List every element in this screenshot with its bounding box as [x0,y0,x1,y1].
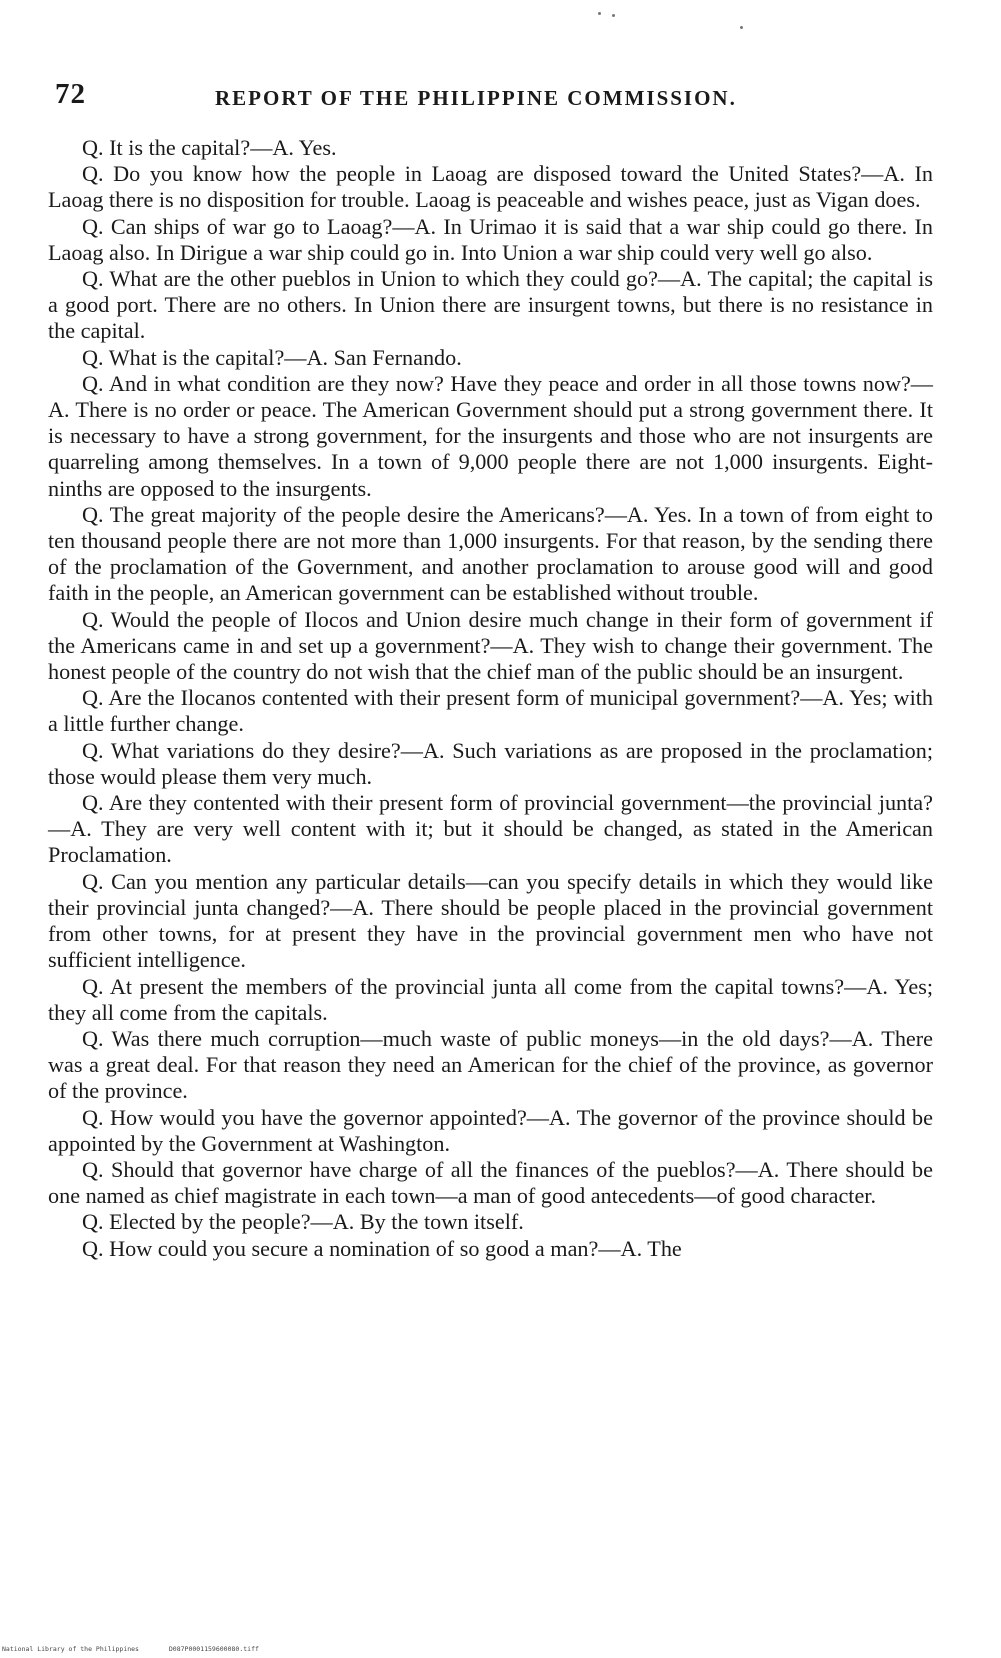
body-text [48,135,933,1262]
paragraph: Q. It is the capital?—A. Yes. [82,135,337,160]
paragraph: Q. Do you know how the people in Laoag are disposed toward the United States?—A. In Laoag there is no disposition for trouble. Laoag is peaceable and wishes peace, just as Vigan does. [48,161,933,213]
paragraph: Q. What variations do they desire?—A. Such variations as are proposed in the proclamation; those would please them very much. [48,737,933,789]
scan-footer [2,1645,285,1653]
paragraph: Q. Was there much corruption—much waste of public moneys—in the old days?—A. There was a great deal. For that reason they need an American for the chief of the province, as governor of the province. [48,1025,933,1104]
paragraph: Q. Are they contented with their present form of provincial government—the provincial junta?—A. They are very well content with it; but it should be changed, as stated in the American Proclamation. [48,790,933,868]
paragraph: Q. What is the capital?—A. San Fernando. [82,344,462,370]
scan-speck [598,12,601,15]
paragraph: Q. Can ships of war go to Laoag?—A. In Urimao it is said that a war ship could go there. In Laoag also. In Dirigue a war ship could go in. Into Union a war ship could very well go also. [48,213,933,265]
paragraph: Q. Can you mention any particular details—can you specify details in which they would like their provincial junta changed?—A. There should be people placed in the provincial government from other towns, for at present they have in the provincial government men who have not sufficient intelligence. [48,868,933,973]
paragraph: Q. And in what condition are they now? Have they peace and order in all those towns now?—A. There is no order or peace. The American Government should put a strong government there. It is necessary to have a strong government, for the insurgents and those who are not insurgents are quarreling among themselves. In a town of 9,000 people there are not 1,000 insurgents. Eight-ninths are opposed to the insurgents. [48,370,933,501]
paragraph: Q. Would the people of Ilocos and Union desire much change in their form of government if the Americans came in and set up a government?—A. They wish to change their government. The honest people of the country do not wish that the chief man of the public should be an insurgent. [48,606,933,685]
paragraph: Q. Are the Ilocanos contented with their present form of municipal government?—A. Yes; with a little further change. [48,685,933,737]
paragraph: Q. The great majority of the people desire the Americans?—A. Yes. In a town of from eight to ten thousand people there are not more than 1,000 insurgents. For that reason, by the sending there of the proclamation of the Government, and another proclamation to arouse good will and good faith in the people, an American government can be established without trouble. [48,501,933,606]
page-number: 72 [55,78,86,110]
page-header [55,78,935,118]
paragraph: Q. How could you secure a nomination of so good a man?—A. The [82,1235,682,1261]
paragraph: Q. How would you have the governor appointed?—A. The governor of the province should be appointed by the Government at Washington. [48,1104,933,1156]
scan-speck [612,14,615,17]
running-head: REPORT OF THE PHILIPPINE COMMISSION. [215,86,737,110]
paragraph: Q. What are the other pueblos in Union to which they could go?—A. The capital; the capital is a good port. There are no others. In Union there are insurgent towns, but there is no resistance in the capital. [48,266,933,344]
footer-library: National Library of the Philippines [2,1645,139,1653]
paragraph: Q. At present the members of the provincial junta all come from the capital towns?—A. Yes; they all come from the capitals. [48,973,933,1025]
footer-file: D087P0001159600080.tiff [168,1645,259,1653]
scan-speck [740,26,743,29]
paragraph: Q. Should that governor have charge of all the finances of the pueblos?—A. There should be one named as chief magistrate in each town—a man of good antecedents—of good character. [48,1156,933,1209]
paragraph: Q. Elected by the people?—A. By the town itself. [82,1209,524,1235]
